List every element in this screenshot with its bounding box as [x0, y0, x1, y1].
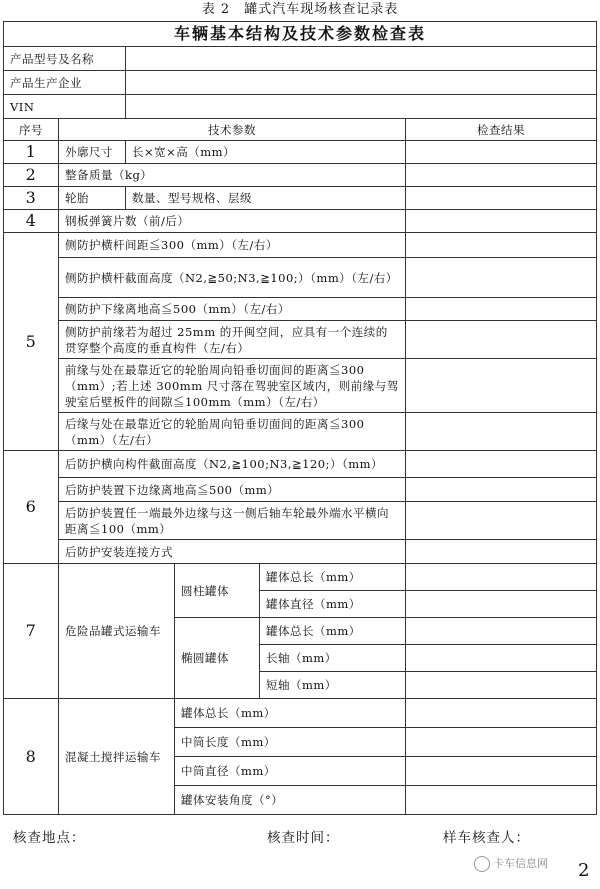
result-cell[interactable] [406, 187, 597, 210]
product-model-label: 产品型号及名称 [4, 47, 126, 71]
result-cell[interactable] [406, 728, 597, 757]
manufacturer-label: 产品生产企业 [4, 71, 126, 95]
param-label: 危险品罐式运输车 [59, 564, 175, 699]
result-cell[interactable] [406, 645, 597, 672]
row-number: 6 [4, 451, 59, 564]
table-caption: 表 2 罐式汽车现场核查记录表 [201, 2, 399, 17]
result-cell[interactable] [406, 141, 597, 164]
row-number: 2 [4, 164, 59, 187]
inspection-time-label: 核查时间： [267, 830, 340, 846]
param-label: 侧防护下缘离地高≦500（mm）（左/右） [59, 298, 406, 321]
param-label: 后缘与处在最靠近它的轮胎周向铅垂切面间的距离≦300（mm）（左/右） [59, 413, 406, 451]
result-cell[interactable] [406, 618, 597, 645]
page-number: 2 [578, 860, 590, 881]
row-number: 3 [4, 187, 59, 210]
product-model-field[interactable] [126, 47, 597, 71]
param-label: 后防护安装连接方式 [59, 540, 406, 564]
param-label: 钢板弹簧片数（前/后） [59, 210, 406, 233]
result-cell[interactable] [406, 757, 597, 786]
result-cell[interactable] [406, 413, 597, 451]
tank-group-label: 圆柱罐体 [175, 564, 260, 618]
col-header-seq: 序号 [4, 119, 59, 141]
result-cell[interactable] [406, 258, 597, 298]
param-value: 数量、型号规格、层级 [126, 187, 406, 210]
result-cell[interactable] [406, 564, 597, 591]
result-cell[interactable] [406, 359, 597, 413]
result-cell[interactable] [406, 298, 597, 321]
row-number: 7 [4, 564, 59, 699]
param-label: 整备质量（kg） [59, 164, 406, 187]
param-label: 轮胎 [59, 187, 126, 210]
wechat-icon [474, 856, 490, 872]
param-label: 前缘与处在最靠近它的轮胎周向铅垂切面间的距离≦300（mm）;若上述 300mm 尺寸落在驾驶室区域内，则前缘与驾驶室后壁板件的间隙≦100mm（mm）（左/右） [59, 359, 406, 413]
param-value: 长×宽×高（mm） [126, 141, 406, 164]
param-label: 罐体总长（mm） [260, 618, 406, 645]
watermark-text: 卡车信息网 [493, 857, 548, 870]
table-title: 车辆基本结构及技术参数检查表 [4, 22, 597, 47]
param-label: 后防护装置任一端最外边缘与这一侧后轴车轮最外端水平横向距离≦100（mm） [59, 502, 406, 540]
param-label: 中筒长度（mm） [175, 728, 406, 757]
result-cell[interactable] [406, 233, 597, 258]
param-label: 中筒直径（mm） [175, 757, 406, 786]
watermark-logo [474, 855, 548, 872]
col-header-result: 检查结果 [406, 119, 597, 141]
result-cell[interactable] [406, 321, 597, 359]
param-label: 罐体总长（mm） [175, 699, 406, 728]
param-label: 长轴（mm） [260, 645, 406, 672]
row-number: 5 [4, 233, 59, 451]
param-label: 外廓尺寸 [59, 141, 126, 164]
result-cell[interactable] [406, 164, 597, 187]
param-label: 侧防护横杆截面高度（N2,≧50;N3,≧100;）（mm）（左/右） [59, 258, 406, 298]
inspector-label: 样车核查人： [443, 830, 530, 846]
param-label: 侧防护前缘若为超过 25mm 的开闽空间，应具有一个连续的贯穿整个高度的垂直构件（左/右） [59, 321, 406, 359]
inspection-table [3, 21, 597, 815]
param-label: 后防护装置下边缘离地高≦500（mm） [59, 478, 406, 502]
col-header-params: 技术参数 [59, 119, 406, 141]
row-number: 8 [4, 699, 59, 815]
param-label: 罐体直径（mm） [260, 591, 406, 618]
result-cell[interactable] [406, 786, 597, 815]
param-label: 侧防护横杆间距≦300（mm）（左/右） [59, 233, 406, 258]
param-label: 短轴（mm） [260, 672, 406, 699]
result-cell[interactable] [406, 478, 597, 502]
manufacturer-field[interactable] [126, 71, 597, 95]
result-cell[interactable] [406, 591, 597, 618]
param-label: 罐体总长（mm） [260, 564, 406, 591]
vin-field[interactable] [126, 95, 597, 119]
param-label: 后防护横向构件截面高度（N2,≧100;N3,≧120;）（mm） [59, 451, 406, 478]
param-label: 罐体安装角度（°） [175, 786, 406, 815]
tank-group-label: 椭圆罐体 [175, 618, 260, 699]
vin-label: VIN [4, 95, 126, 119]
result-cell[interactable] [406, 540, 597, 564]
inspection-place-label: 核查地点： [13, 830, 86, 846]
result-cell[interactable] [406, 451, 597, 478]
result-cell[interactable] [406, 502, 597, 540]
result-cell[interactable] [406, 210, 597, 233]
param-label: 混凝土搅拌运输车 [59, 699, 175, 815]
result-cell[interactable] [406, 699, 597, 728]
row-number: 4 [4, 210, 59, 233]
result-cell[interactable] [406, 672, 597, 699]
signature-footer [3, 818, 596, 848]
row-number: 1 [4, 141, 59, 164]
